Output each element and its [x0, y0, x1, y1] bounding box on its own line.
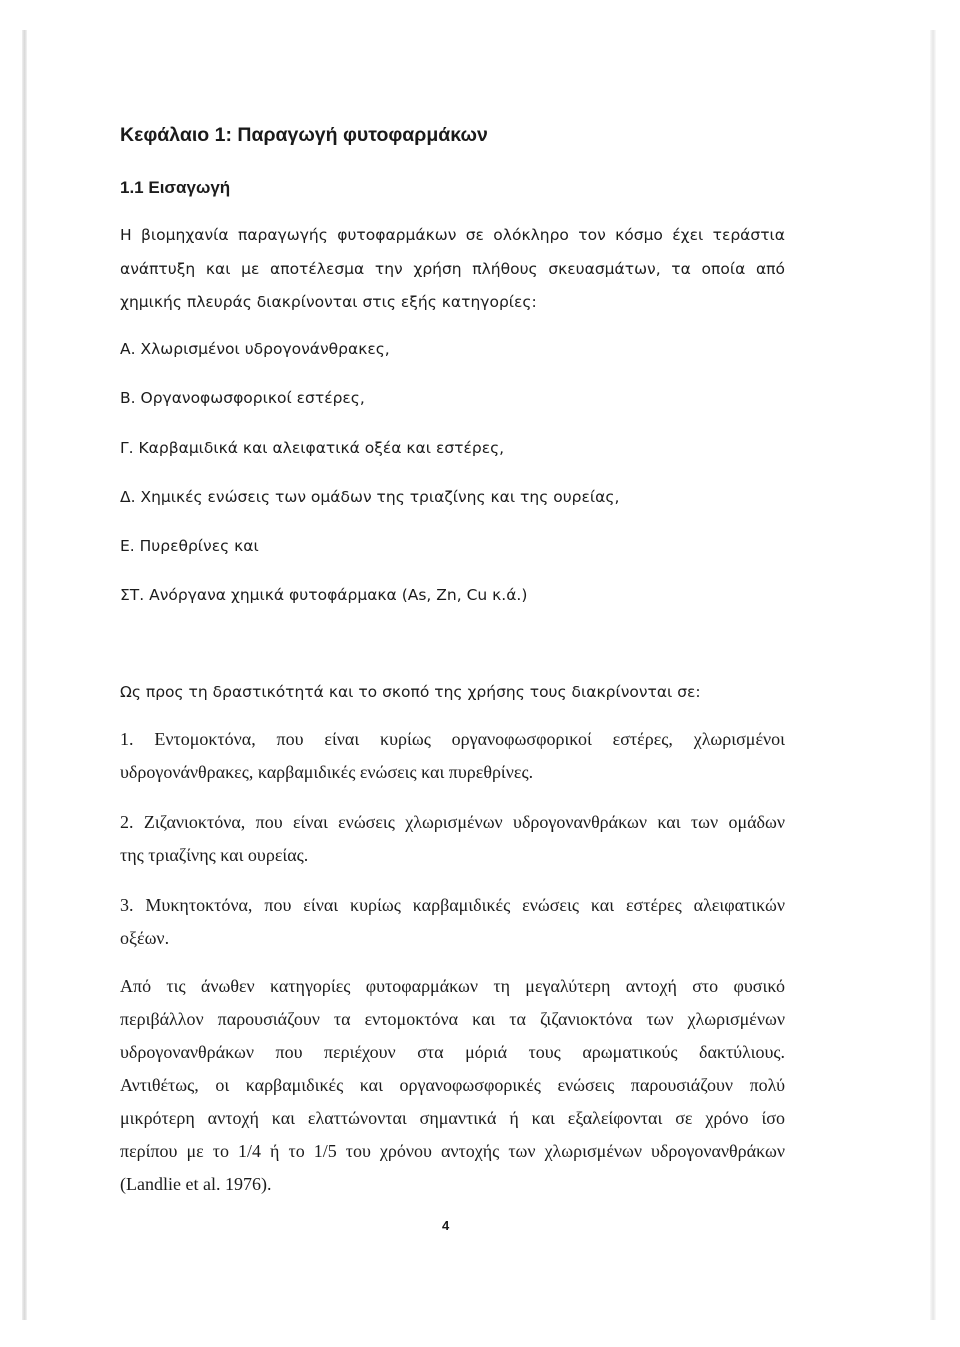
category-b: Β. Οργανοφωσφορικοί εστέρες, [120, 389, 365, 407]
conclusion-line-6: περίπου με το 1/4 ή το 1/5 του χρόνου αντοχής των χλωρισμένων υδρογονανθράκων [120, 1141, 785, 1161]
category-e: Ε. Πυρεθρίνες και [120, 537, 259, 555]
scan-edge-right [930, 30, 936, 1320]
page-number: 4 [442, 1218, 450, 1233]
category-a: Α. Χλωρισμένοι υδρογονάνθρακες, [120, 340, 390, 358]
activity-intro: Ως προς τη δραστικότητά και το σκοπό της χρήσης τους διακρίνονται σε: [120, 683, 701, 701]
numbered-item-2-line-1: 2. Ζιζανιοκτόνα, που είναι ενώσεις χλωρισμένων υδρογονανθράκων και των ομάδων [120, 812, 785, 832]
intro-line-3: χημικής πλευράς διακρίνονται στις εξής κατηγορίες: [120, 293, 537, 311]
conclusion-line-1: Από τις άνωθεν κατηγορίες φυτοφαρμάκων τη μεγαλύτερη αντοχή στο φυσικό [120, 976, 785, 996]
category-c: Γ. Καρβαμιδικά και αλειφατικά οξέα και εστέρες, [120, 439, 505, 457]
conclusion-line-5: μικρότερη αντοχή και ελαττώνονται σημαντικά ή και εξαλείφονται σε χρόνο ίσο [120, 1108, 785, 1128]
numbered-item-3-line-1: 3. Μυκητοκτόνα, που είναι κυρίως καρβαμιδικές ενώσεις και εστέρες αλειφατικών [120, 895, 785, 915]
conclusion-line-3: υδρογονανθράκων που περιέχουν στα μόριά τους αρωματικούς δακτύλιους. [120, 1042, 785, 1062]
category-d: Δ. Χημικές ενώσεις των ομάδων της τριαζίνης και της ουρείας, [120, 488, 620, 506]
conclusion-line-7: (Landlie et al. 1976). [120, 1174, 272, 1194]
category-st: ΣΤ. Ανόργανα χημικά φυτοφάρμακα (As, Zn, Cu κ.ά.) [120, 586, 528, 604]
numbered-item-1-line-1: 1. Εντομοκτόνα, που είναι κυρίως οργανοφωσφορικοί εστέρες, χλωρισμένοι [120, 729, 785, 749]
numbered-item-1-line-2: υδρογονάνθρακες, καρβαμιδικές ενώσεις και πυρεθρίνες. [120, 762, 534, 782]
intro-line-1: Η βιομηχανία παραγωγής φυτοφαρμάκων σε ολόκληρο τον κόσμο έχει τεράστια [120, 226, 785, 244]
conclusion-line-4: Αντιθέτως, οι καρβαμιδικές και οργανοφωσφορικές ενώσεις παρουσιάζουν πολύ [120, 1075, 785, 1095]
numbered-item-3-line-2: οξέων. [120, 928, 170, 948]
conclusion-line-2: περιβάλλον παρουσιάζουν τα εντομοκτόνα και τα ζιζανιοκτόνα των χλωρισμένων [120, 1009, 785, 1029]
scan-edge-left [22, 30, 27, 1320]
chapter-title: Κεφάλαιο 1: Παραγωγή φυτοφαρμάκων [120, 124, 488, 146]
section-title: 1.1 Εισαγωγή [120, 178, 231, 197]
numbered-item-2-line-2: της τριαζίνης και ουρείας. [120, 845, 309, 865]
intro-line-2: ανάπτυξη και με αποτέλεσμα την χρήση πλήθους σκευασμάτων, τα οποία από [120, 260, 785, 278]
